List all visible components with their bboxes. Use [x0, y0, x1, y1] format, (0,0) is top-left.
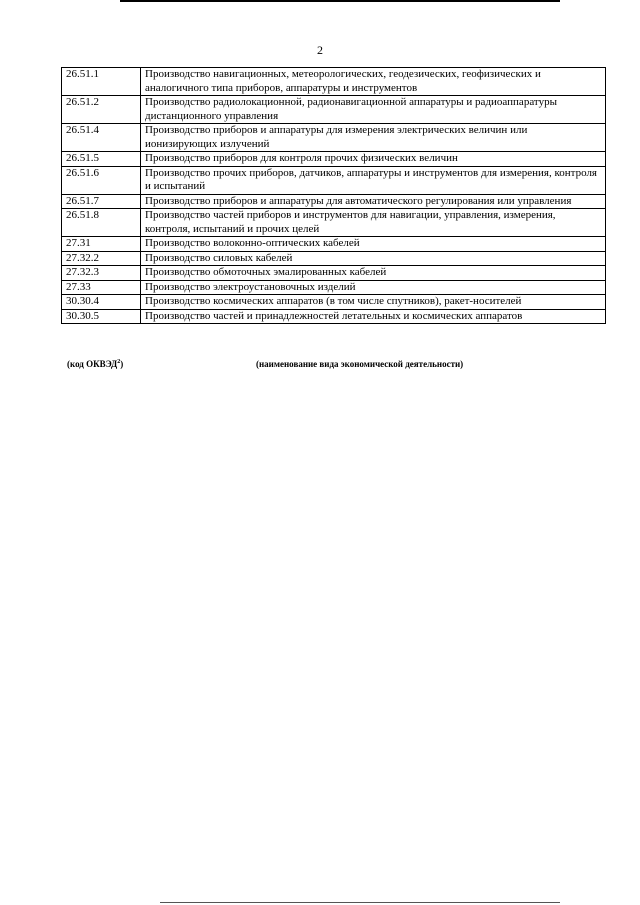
okved-code: 26.51.5 [62, 152, 141, 167]
okved-code: 26.51.7 [62, 194, 141, 209]
table-row [62, 266, 606, 281]
table-row [62, 124, 606, 152]
table-row [62, 68, 606, 96]
table-row [62, 309, 606, 324]
activity-name: Производство радиолокационной, радионавигационной аппаратуры и радиоаппаратуры дистанционного управления [141, 96, 606, 124]
table-row [62, 194, 606, 209]
table-row [62, 237, 606, 252]
okved-code: 27.32.3 [62, 266, 141, 281]
activity-name: Производство прочих приборов, датчиков, аппаратуры и инструментов для измерения, контроля и испытаний [141, 166, 606, 194]
table-captions [61, 359, 606, 373]
page-number: 2 [317, 43, 323, 57]
okved-code: 27.33 [62, 280, 141, 295]
activity-name: Производство обмоточных эмалированных кабелей [141, 266, 606, 281]
name-column-caption: (наименование вида экономической деятельности) [256, 359, 464, 369]
table-row [62, 166, 606, 194]
table-row [62, 96, 606, 124]
okved-code: 26.51.6 [62, 166, 141, 194]
activity-name: Производство силовых кабелей [141, 251, 606, 266]
okved-table [61, 67, 606, 324]
activity-name: Производство приборов и аппаратуры для измерения электрических величин или ионизирующих излучений [141, 124, 606, 152]
code-column-caption [67, 359, 123, 369]
okved-code: 26.51.1 [62, 68, 141, 96]
table-row [62, 280, 606, 295]
code-caption-close: ) [120, 359, 124, 369]
table-row [62, 251, 606, 266]
activity-name: Производство частей приборов и инструментов для навигации, управления, измерения, контроля, испытаний и прочих целей [141, 209, 606, 237]
top-rule [120, 0, 560, 2]
activity-name: Производство приборов и аппаратуры для автоматического регулирования или управления [141, 194, 606, 209]
okved-code: 26.51.8 [62, 209, 141, 237]
code-caption-text: (код ОКВЭД [67, 359, 118, 369]
activity-name: Производство приборов для контроля прочих физических величин [141, 152, 606, 167]
activity-name: Производство волоконно-оптических кабелей [141, 237, 606, 252]
table-row [62, 209, 606, 237]
activity-name: Производство электроустановочных изделий [141, 280, 606, 295]
okved-table-body [62, 68, 606, 324]
okved-code: 26.51.2 [62, 96, 141, 124]
footnote-marker: 2 [117, 359, 121, 365]
bottom-rule [160, 902, 560, 903]
table-row [62, 152, 606, 167]
okved-code: 30.30.4 [62, 295, 141, 310]
activity-name: Производство космических аппаратов (в том числе спутников), ракет-носителей [141, 295, 606, 310]
okved-code: 26.51.4 [62, 124, 141, 152]
okved-code: 27.31 [62, 237, 141, 252]
table-row [62, 295, 606, 310]
activity-name: Производство частей и принадлежностей летательных и космических аппаратов [141, 309, 606, 324]
okved-code: 27.32.2 [62, 251, 141, 266]
activity-name: Производство навигационных, метеорологических, геодезических, геофизических и аналогичного типа приборов, аппаратуры и инструментов [141, 68, 606, 96]
okved-code: 30.30.5 [62, 309, 141, 324]
